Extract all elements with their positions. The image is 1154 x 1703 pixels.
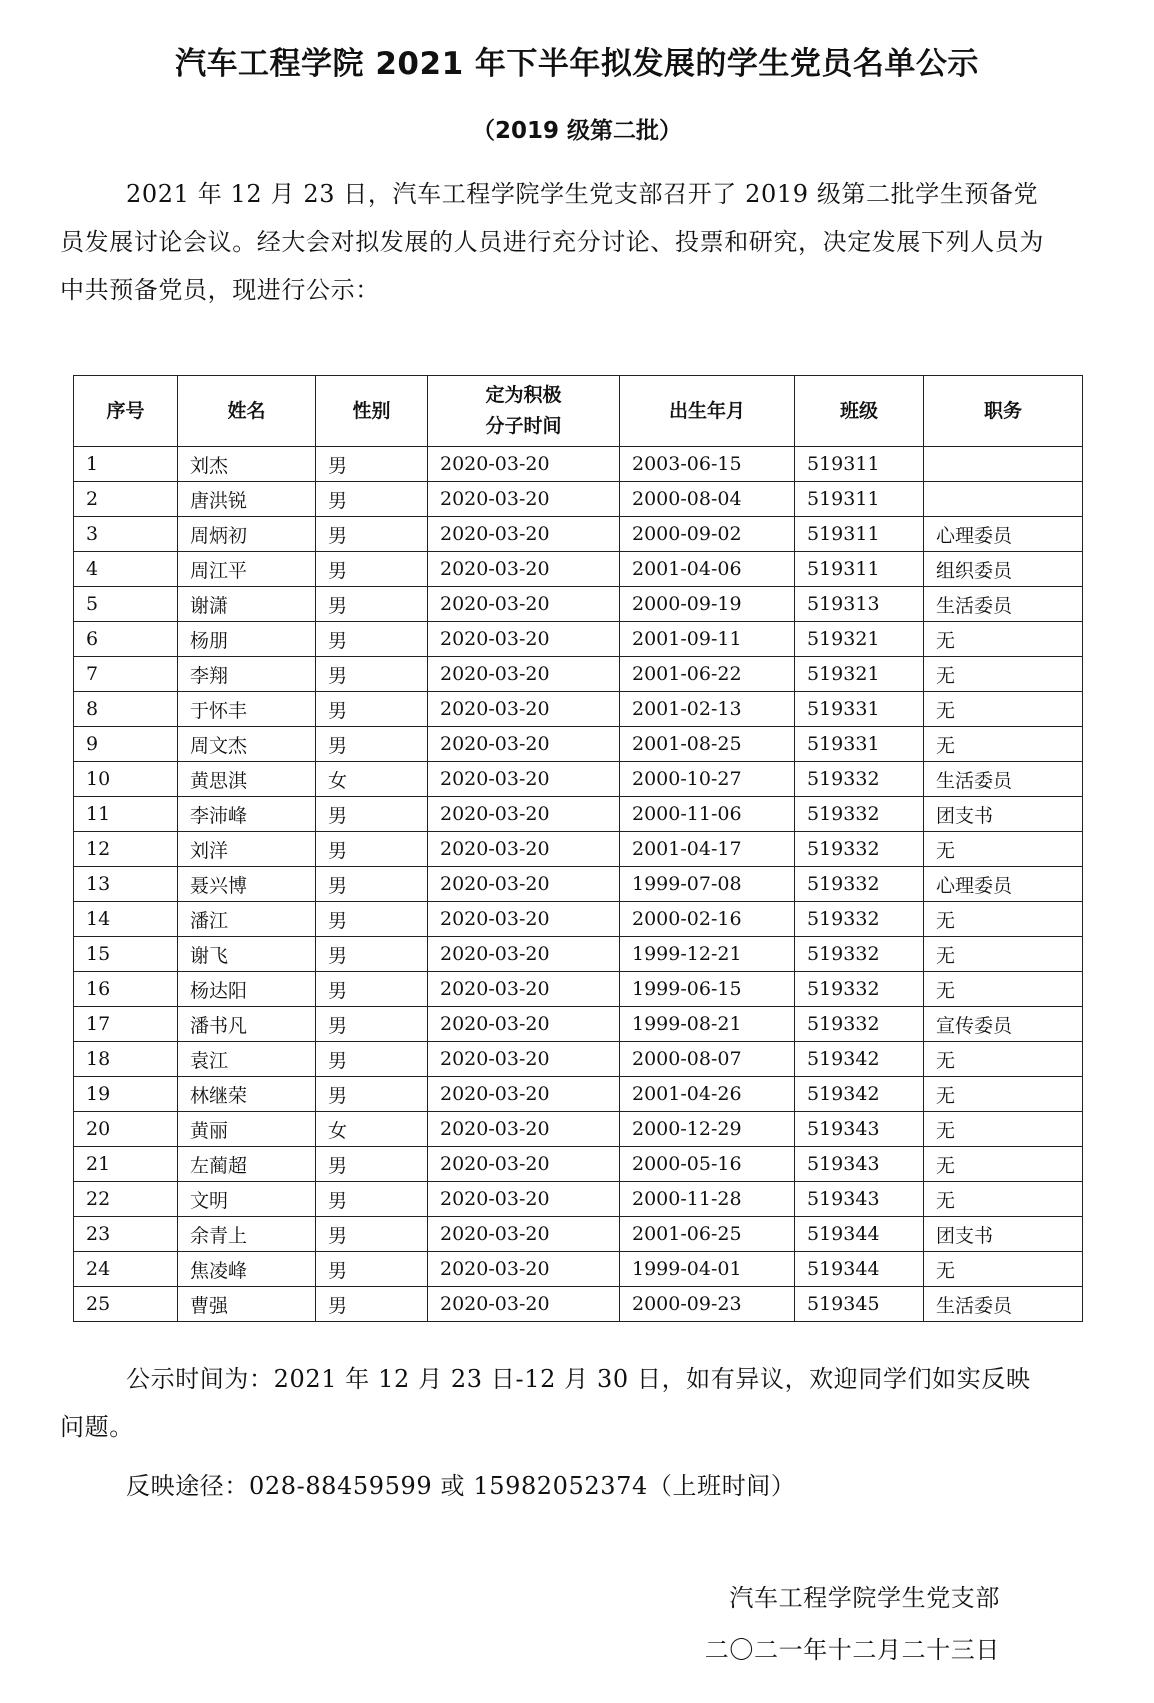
cell-index: 25 bbox=[74, 1287, 178, 1322]
table-row bbox=[74, 1182, 1083, 1217]
cell-name: 杨达阳 bbox=[178, 972, 316, 1007]
cell-class: 519311 bbox=[795, 482, 924, 517]
cell-activist-date: 2020-03-20 bbox=[428, 517, 620, 552]
header-activist-date: 定为积极 分子时间 bbox=[428, 376, 620, 447]
cell-activist-date: 2020-03-20 bbox=[428, 867, 620, 902]
cell-name: 黄思淇 bbox=[178, 762, 316, 797]
cell-gender: 男 bbox=[316, 622, 428, 657]
cell-position: 生活委员 bbox=[924, 1287, 1083, 1322]
cell-activist-date: 2020-03-20 bbox=[428, 937, 620, 972]
cell-class: 519332 bbox=[795, 902, 924, 937]
cell-gender: 男 bbox=[316, 517, 428, 552]
cell-class: 519331 bbox=[795, 692, 924, 727]
cell-index: 24 bbox=[74, 1252, 178, 1287]
cell-birth-date: 2003-06-15 bbox=[620, 447, 795, 482]
cell-gender: 男 bbox=[316, 727, 428, 762]
table-row bbox=[74, 692, 1083, 727]
cell-class: 519332 bbox=[795, 832, 924, 867]
cell-name: 余青上 bbox=[178, 1217, 316, 1252]
cell-class: 519344 bbox=[795, 1252, 924, 1287]
cell-birth-date: 2000-09-02 bbox=[620, 517, 795, 552]
cell-position: 无 bbox=[924, 692, 1083, 727]
cell-activist-date: 2020-03-20 bbox=[428, 657, 620, 692]
cell-activist-date: 2020-03-20 bbox=[428, 552, 620, 587]
cell-gender: 男 bbox=[316, 552, 428, 587]
cell-index: 3 bbox=[74, 517, 178, 552]
cell-position: 生活委员 bbox=[924, 762, 1083, 797]
notice-paragraph: 公示时间为：2021 年 12 月 23 日-12 月 30 日，如有异议，欢迎同学们如实反映问题。 bbox=[60, 1365, 1031, 1441]
cell-class: 519311 bbox=[795, 517, 924, 552]
table-row bbox=[74, 657, 1083, 692]
cell-activist-date: 2020-03-20 bbox=[428, 1042, 620, 1077]
cell-class: 519344 bbox=[795, 1217, 924, 1252]
cell-class: 519321 bbox=[795, 622, 924, 657]
cell-name: 周炳初 bbox=[178, 517, 316, 552]
cell-gender: 男 bbox=[316, 1042, 428, 1077]
table-row bbox=[74, 972, 1083, 1007]
cell-gender: 男 bbox=[316, 587, 428, 622]
cell-gender: 男 bbox=[316, 972, 428, 1007]
cell-activist-date: 2020-03-20 bbox=[428, 1077, 620, 1112]
cell-index: 13 bbox=[74, 867, 178, 902]
cell-name: 袁江 bbox=[178, 1042, 316, 1077]
cell-position: 宣传委员 bbox=[924, 1007, 1083, 1042]
cell-class: 519343 bbox=[795, 1182, 924, 1217]
cell-gender: 女 bbox=[316, 762, 428, 797]
cell-index: 17 bbox=[74, 1007, 178, 1042]
cell-activist-date: 2020-03-20 bbox=[428, 622, 620, 657]
cell-name: 黄丽 bbox=[178, 1112, 316, 1147]
table-row bbox=[74, 867, 1083, 902]
header-class: 班级 bbox=[795, 376, 924, 447]
cell-activist-date: 2020-03-20 bbox=[428, 1287, 620, 1322]
cell-birth-date: 2000-08-07 bbox=[620, 1042, 795, 1077]
cell-birth-date: 2001-04-06 bbox=[620, 552, 795, 587]
cell-index: 14 bbox=[74, 902, 178, 937]
cell-birth-date: 1999-04-01 bbox=[620, 1252, 795, 1287]
cell-birth-date: 2000-11-28 bbox=[620, 1182, 795, 1217]
cell-birth-date: 1999-12-21 bbox=[620, 937, 795, 972]
cell-activist-date: 2020-03-20 bbox=[428, 1007, 620, 1042]
cell-birth-date: 2000-11-06 bbox=[620, 797, 795, 832]
table-row bbox=[74, 1007, 1083, 1042]
cell-index: 6 bbox=[74, 622, 178, 657]
cell-class: 519321 bbox=[795, 657, 924, 692]
cell-gender: 男 bbox=[316, 867, 428, 902]
table-row bbox=[74, 587, 1083, 622]
table-row bbox=[74, 1287, 1083, 1322]
cell-index: 1 bbox=[74, 447, 178, 482]
cell-name: 于怀丰 bbox=[178, 692, 316, 727]
cell-gender: 男 bbox=[316, 447, 428, 482]
cell-position: 无 bbox=[924, 1112, 1083, 1147]
cell-position: 团支书 bbox=[924, 1217, 1083, 1252]
table-row bbox=[74, 1112, 1083, 1147]
cell-activist-date: 2020-03-20 bbox=[428, 482, 620, 517]
cell-position: 无 bbox=[924, 1182, 1083, 1217]
candidate-table bbox=[73, 375, 1083, 1322]
table-row bbox=[74, 447, 1083, 482]
cell-gender: 男 bbox=[316, 1252, 428, 1287]
table-row bbox=[74, 797, 1083, 832]
table-row bbox=[74, 552, 1083, 587]
cell-birth-date: 2001-06-25 bbox=[620, 1217, 795, 1252]
signature-organization: 汽车工程学院学生党支部 bbox=[729, 1584, 1000, 1612]
cell-birth-date: 2001-06-22 bbox=[620, 657, 795, 692]
cell-position: 心理委员 bbox=[924, 867, 1083, 902]
table-row bbox=[74, 762, 1083, 797]
cell-index: 12 bbox=[74, 832, 178, 867]
cell-class: 519311 bbox=[795, 447, 924, 482]
cell-gender: 男 bbox=[316, 692, 428, 727]
cell-class: 519343 bbox=[795, 1112, 924, 1147]
cell-index: 2 bbox=[74, 482, 178, 517]
cell-activist-date: 2020-03-20 bbox=[428, 1217, 620, 1252]
table-row bbox=[74, 1147, 1083, 1182]
cell-index: 10 bbox=[74, 762, 178, 797]
cell-activist-date: 2020-03-20 bbox=[428, 1112, 620, 1147]
cell-activist-date: 2020-03-20 bbox=[428, 972, 620, 1007]
cell-activist-date: 2020-03-20 bbox=[428, 447, 620, 482]
cell-name: 曹强 bbox=[178, 1287, 316, 1322]
cell-name: 左蔺超 bbox=[178, 1147, 316, 1182]
cell-position: 无 bbox=[924, 972, 1083, 1007]
cell-position: 生活委员 bbox=[924, 587, 1083, 622]
cell-index: 7 bbox=[74, 657, 178, 692]
cell-class: 519311 bbox=[795, 552, 924, 587]
cell-activist-date: 2020-03-20 bbox=[428, 1147, 620, 1182]
cell-gender: 男 bbox=[316, 1147, 428, 1182]
cell-gender: 男 bbox=[316, 797, 428, 832]
cell-birth-date: 2000-12-29 bbox=[620, 1112, 795, 1147]
cell-activist-date: 2020-03-20 bbox=[428, 1182, 620, 1217]
document-title: 汽车工程学院 2021 年下半年拟发展的学生党员名单公示 bbox=[175, 46, 979, 82]
cell-birth-date: 2000-09-23 bbox=[620, 1287, 795, 1322]
cell-gender: 男 bbox=[316, 937, 428, 972]
cell-gender: 女 bbox=[316, 1112, 428, 1147]
cell-name: 林继荣 bbox=[178, 1077, 316, 1112]
table-row bbox=[74, 1077, 1083, 1112]
intro-paragraph: 2021 年 12 月 23 日，汽车工程学院学生党支部召开了 2019 级第二批学生预备党员发展讨论会议。经大会对拟发展的人员进行充分讨论、投票和研究，决定发展下列人员为中共预备党员，现进行公示： bbox=[60, 180, 1044, 304]
cell-gender: 男 bbox=[316, 1182, 428, 1217]
cell-gender: 男 bbox=[316, 832, 428, 867]
cell-class: 519343 bbox=[795, 1147, 924, 1182]
cell-gender: 男 bbox=[316, 1007, 428, 1042]
cell-index: 22 bbox=[74, 1182, 178, 1217]
table-row bbox=[74, 1252, 1083, 1287]
cell-index: 15 bbox=[74, 937, 178, 972]
cell-index: 5 bbox=[74, 587, 178, 622]
cell-gender: 男 bbox=[316, 1217, 428, 1252]
cell-position: 无 bbox=[924, 1147, 1083, 1182]
cell-class: 519332 bbox=[795, 1007, 924, 1042]
cell-position: 团支书 bbox=[924, 797, 1083, 832]
cell-activist-date: 2020-03-20 bbox=[428, 762, 620, 797]
cell-birth-date: 2000-02-16 bbox=[620, 902, 795, 937]
cell-index: 20 bbox=[74, 1112, 178, 1147]
header-position: 职务 bbox=[924, 376, 1083, 447]
cell-name: 焦凌峰 bbox=[178, 1252, 316, 1287]
cell-activist-date: 2020-03-20 bbox=[428, 727, 620, 762]
cell-class: 519331 bbox=[795, 727, 924, 762]
cell-name: 聂兴博 bbox=[178, 867, 316, 902]
cell-name: 李翔 bbox=[178, 657, 316, 692]
cell-name: 杨朋 bbox=[178, 622, 316, 657]
table-row bbox=[74, 517, 1083, 552]
cell-position: 无 bbox=[924, 727, 1083, 762]
cell-index: 8 bbox=[74, 692, 178, 727]
cell-birth-date: 1999-08-21 bbox=[620, 1007, 795, 1042]
cell-name: 谢潇 bbox=[178, 587, 316, 622]
cell-birth-date: 2000-09-19 bbox=[620, 587, 795, 622]
cell-birth-date: 1999-06-15 bbox=[620, 972, 795, 1007]
table-row bbox=[74, 1217, 1083, 1252]
cell-birth-date: 2001-08-25 bbox=[620, 727, 795, 762]
cell-index: 4 bbox=[74, 552, 178, 587]
cell-index: 11 bbox=[74, 797, 178, 832]
cell-index: 21 bbox=[74, 1147, 178, 1182]
cell-activist-date: 2020-03-20 bbox=[428, 1252, 620, 1287]
table-body bbox=[74, 447, 1083, 1322]
document-subtitle: （2019 级第二批） bbox=[471, 118, 683, 144]
cell-class: 519342 bbox=[795, 1042, 924, 1077]
cell-name: 刘洋 bbox=[178, 832, 316, 867]
cell-gender: 男 bbox=[316, 482, 428, 517]
cell-position: 无 bbox=[924, 622, 1083, 657]
cell-birth-date: 2001-04-17 bbox=[620, 832, 795, 867]
cell-class: 519332 bbox=[795, 972, 924, 1007]
cell-birth-date: 2000-08-04 bbox=[620, 482, 795, 517]
cell-position: 无 bbox=[924, 832, 1083, 867]
cell-class: 519332 bbox=[795, 867, 924, 902]
cell-name: 周文杰 bbox=[178, 727, 316, 762]
cell-name: 刘杰 bbox=[178, 447, 316, 482]
cell-class: 519345 bbox=[795, 1287, 924, 1322]
cell-index: 23 bbox=[74, 1217, 178, 1252]
cell-birth-date: 2000-10-27 bbox=[620, 762, 795, 797]
cell-position bbox=[924, 447, 1083, 482]
cell-activist-date: 2020-03-20 bbox=[428, 902, 620, 937]
table-header-row bbox=[74, 376, 1083, 447]
cell-class: 519313 bbox=[795, 587, 924, 622]
cell-birth-date: 1999-07-08 bbox=[620, 867, 795, 902]
cell-birth-date: 2001-09-11 bbox=[620, 622, 795, 657]
contact-paragraph: 反映途径：028-88459599 或 15982052374（上班时间） bbox=[126, 1472, 796, 1500]
cell-birth-date: 2000-05-16 bbox=[620, 1147, 795, 1182]
cell-name: 李沛峰 bbox=[178, 797, 316, 832]
cell-birth-date: 2001-04-26 bbox=[620, 1077, 795, 1112]
header-index: 序号 bbox=[74, 376, 178, 447]
cell-position: 心理委员 bbox=[924, 517, 1083, 552]
cell-activist-date: 2020-03-20 bbox=[428, 692, 620, 727]
cell-position: 无 bbox=[924, 1077, 1083, 1112]
cell-activist-date: 2020-03-20 bbox=[428, 832, 620, 867]
signature-date: 二〇二一年十二月二十三日 bbox=[704, 1636, 1000, 1664]
table-row bbox=[74, 902, 1083, 937]
cell-name: 潘江 bbox=[178, 902, 316, 937]
cell-position: 无 bbox=[924, 902, 1083, 937]
cell-name: 文明 bbox=[178, 1182, 316, 1217]
cell-index: 19 bbox=[74, 1077, 178, 1112]
cell-birth-date: 2001-02-13 bbox=[620, 692, 795, 727]
cell-position: 无 bbox=[924, 657, 1083, 692]
cell-position: 无 bbox=[924, 1252, 1083, 1287]
cell-activist-date: 2020-03-20 bbox=[428, 797, 620, 832]
table-row bbox=[74, 622, 1083, 657]
cell-name: 谢飞 bbox=[178, 937, 316, 972]
cell-name: 潘书凡 bbox=[178, 1007, 316, 1042]
cell-gender: 男 bbox=[316, 1077, 428, 1112]
table-row bbox=[74, 482, 1083, 517]
cell-class: 519342 bbox=[795, 1077, 924, 1112]
header-name: 姓名 bbox=[178, 376, 316, 447]
cell-position: 无 bbox=[924, 1042, 1083, 1077]
cell-position: 无 bbox=[924, 937, 1083, 972]
cell-index: 18 bbox=[74, 1042, 178, 1077]
cell-activist-date: 2020-03-20 bbox=[428, 587, 620, 622]
cell-index: 16 bbox=[74, 972, 178, 1007]
cell-gender: 男 bbox=[316, 1287, 428, 1322]
cell-name: 周江平 bbox=[178, 552, 316, 587]
header-birth-date: 出生年月 bbox=[620, 376, 795, 447]
cell-class: 519332 bbox=[795, 762, 924, 797]
table-row bbox=[74, 832, 1083, 867]
cell-position: 组织委员 bbox=[924, 552, 1083, 587]
cell-gender: 男 bbox=[316, 657, 428, 692]
header-gender: 性别 bbox=[316, 376, 428, 447]
table-row bbox=[74, 1042, 1083, 1077]
cell-position bbox=[924, 482, 1083, 517]
table-row bbox=[74, 937, 1083, 972]
cell-gender: 男 bbox=[316, 902, 428, 937]
cell-class: 519332 bbox=[795, 797, 924, 832]
cell-name: 唐洪锐 bbox=[178, 482, 316, 517]
cell-index: 9 bbox=[74, 727, 178, 762]
cell-class: 519332 bbox=[795, 937, 924, 972]
table-row bbox=[74, 727, 1083, 762]
